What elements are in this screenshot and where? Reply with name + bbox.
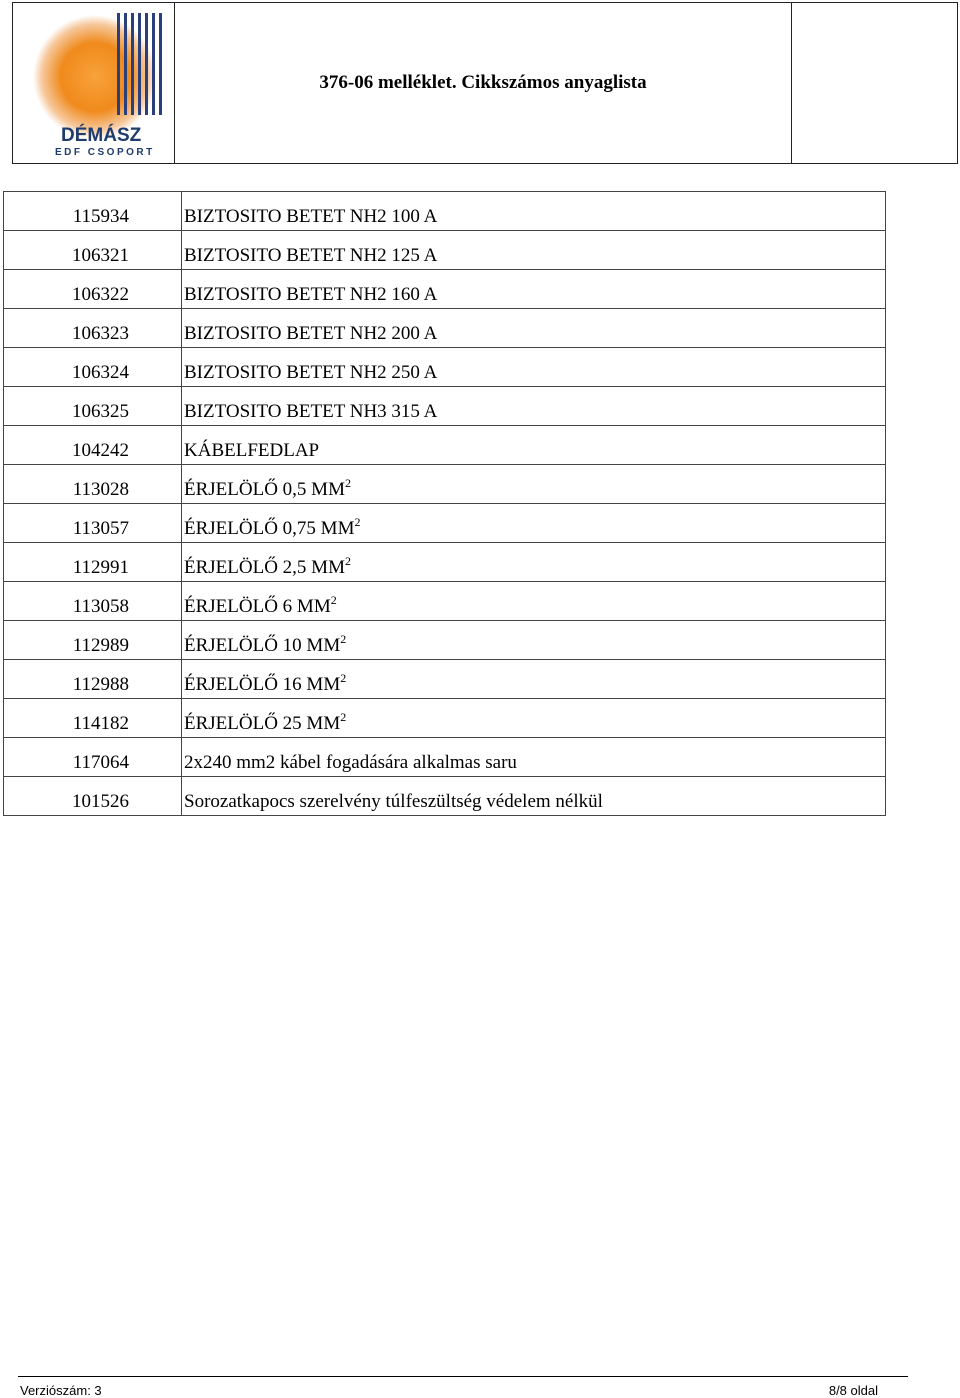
- item-description-text: BIZTOSITO BETET NH2 100 A: [184, 206, 438, 227]
- table-row: [4, 777, 886, 816]
- item-description-text: Sorozatkapocs szerelvény túlfeszültség védelem nélkül: [184, 791, 603, 812]
- item-code: 101526: [4, 777, 182, 816]
- item-code: 106323: [4, 309, 182, 348]
- item-description: [182, 738, 886, 777]
- item-description: [182, 699, 886, 738]
- item-description-text: BIZTOSITO BETET NH2 250 A: [184, 362, 438, 383]
- item-table: [3, 191, 886, 816]
- item-code: 106321: [4, 231, 182, 270]
- item-description: [182, 309, 886, 348]
- unit-superscript: 2: [354, 515, 361, 529]
- unit-superscript: 2: [330, 593, 337, 607]
- version-label: Verziószám: 3: [20, 1383, 102, 1398]
- table-row: [4, 582, 886, 621]
- item-description: [182, 348, 886, 387]
- table-row: [4, 348, 886, 387]
- item-description-text: ÉRJELÖLŐ 10 MM: [184, 635, 341, 656]
- item-description-text: ÉRJELÖLŐ 0,5 MM: [184, 479, 345, 500]
- item-code: 104242: [4, 426, 182, 465]
- item-description-text: BIZTOSITO BETET NH3 315 A: [184, 401, 438, 422]
- table-row: [4, 270, 886, 309]
- table-row: [4, 426, 886, 465]
- table-row: [4, 738, 886, 777]
- item-code: 114182: [4, 699, 182, 738]
- item-description: [182, 582, 886, 621]
- item-description-text: ÉRJELÖLŐ 0,75 MM: [184, 518, 355, 539]
- unit-superscript: 2: [344, 476, 351, 490]
- item-description-text: ÉRJELÖLŐ 2,5 MM: [184, 557, 345, 578]
- item-code: 106322: [4, 270, 182, 309]
- item-rows: [4, 192, 886, 816]
- unit-superscript: 2: [340, 671, 347, 685]
- table-row: [4, 387, 886, 426]
- item-code: 113028: [4, 465, 182, 504]
- item-description: [182, 777, 886, 816]
- item-description-text: ÉRJELÖLŐ 25 MM: [184, 713, 341, 734]
- item-description-text: KÁBELFEDLAP: [184, 440, 320, 461]
- item-description: [182, 621, 886, 660]
- item-code: 115934: [4, 192, 182, 231]
- item-description: [182, 270, 886, 309]
- table-row: [4, 699, 886, 738]
- item-description-text: BIZTOSITO BETET NH2 125 A: [184, 245, 438, 266]
- unit-superscript: 2: [344, 554, 351, 568]
- page-footer: [18, 1376, 908, 1397]
- unit-superscript: 2: [340, 710, 347, 724]
- table-row: [4, 543, 886, 582]
- item-description-text: ÉRJELÖLŐ 16 MM: [184, 674, 341, 695]
- page-header: [12, 2, 958, 164]
- item-description: [182, 543, 886, 582]
- unit-superscript: 2: [340, 632, 347, 646]
- item-code: 112991: [4, 543, 182, 582]
- item-description: [182, 231, 886, 270]
- logo-text: DÉMÁSZ: [61, 125, 142, 146]
- item-description: [182, 387, 886, 426]
- table-row: [4, 660, 886, 699]
- item-description: [182, 504, 886, 543]
- item-description: [182, 192, 886, 231]
- item-description: [182, 465, 886, 504]
- item-code: 113057: [4, 504, 182, 543]
- logo-subtext: EDF CSOPORT: [55, 147, 155, 158]
- title-cell: [175, 3, 792, 163]
- item-code: 112988: [4, 660, 182, 699]
- item-description: [182, 426, 886, 465]
- logo-cell: [13, 3, 175, 163]
- item-code: 113058: [4, 582, 182, 621]
- table-row: [4, 504, 886, 543]
- page-number: 8/8 oldal: [828, 1383, 878, 1398]
- table-row: [4, 621, 886, 660]
- table-row: [4, 192, 886, 231]
- item-code: 106324: [4, 348, 182, 387]
- header-blank-cell: [792, 3, 957, 163]
- item-description-text: 2x240 mm2 kábel fogadására alkalmas saru: [184, 752, 517, 773]
- item-description-text: BIZTOSITO BETET NH2 160 A: [184, 284, 438, 305]
- table-row: [4, 231, 886, 270]
- item-description-text: BIZTOSITO BETET NH2 200 A: [184, 323, 438, 344]
- page-title: 376-06 melléklet. Cikkszámos anyaglista: [319, 72, 647, 93]
- item-code: 106325: [4, 387, 182, 426]
- item-description-text: ÉRJELÖLŐ 6 MM: [184, 596, 331, 617]
- table-row: [4, 465, 886, 504]
- item-code: 112989: [4, 621, 182, 660]
- item-description: [182, 660, 886, 699]
- item-code: 117064: [4, 738, 182, 777]
- table-row: [4, 309, 886, 348]
- demasz-logo: [13, 3, 173, 163]
